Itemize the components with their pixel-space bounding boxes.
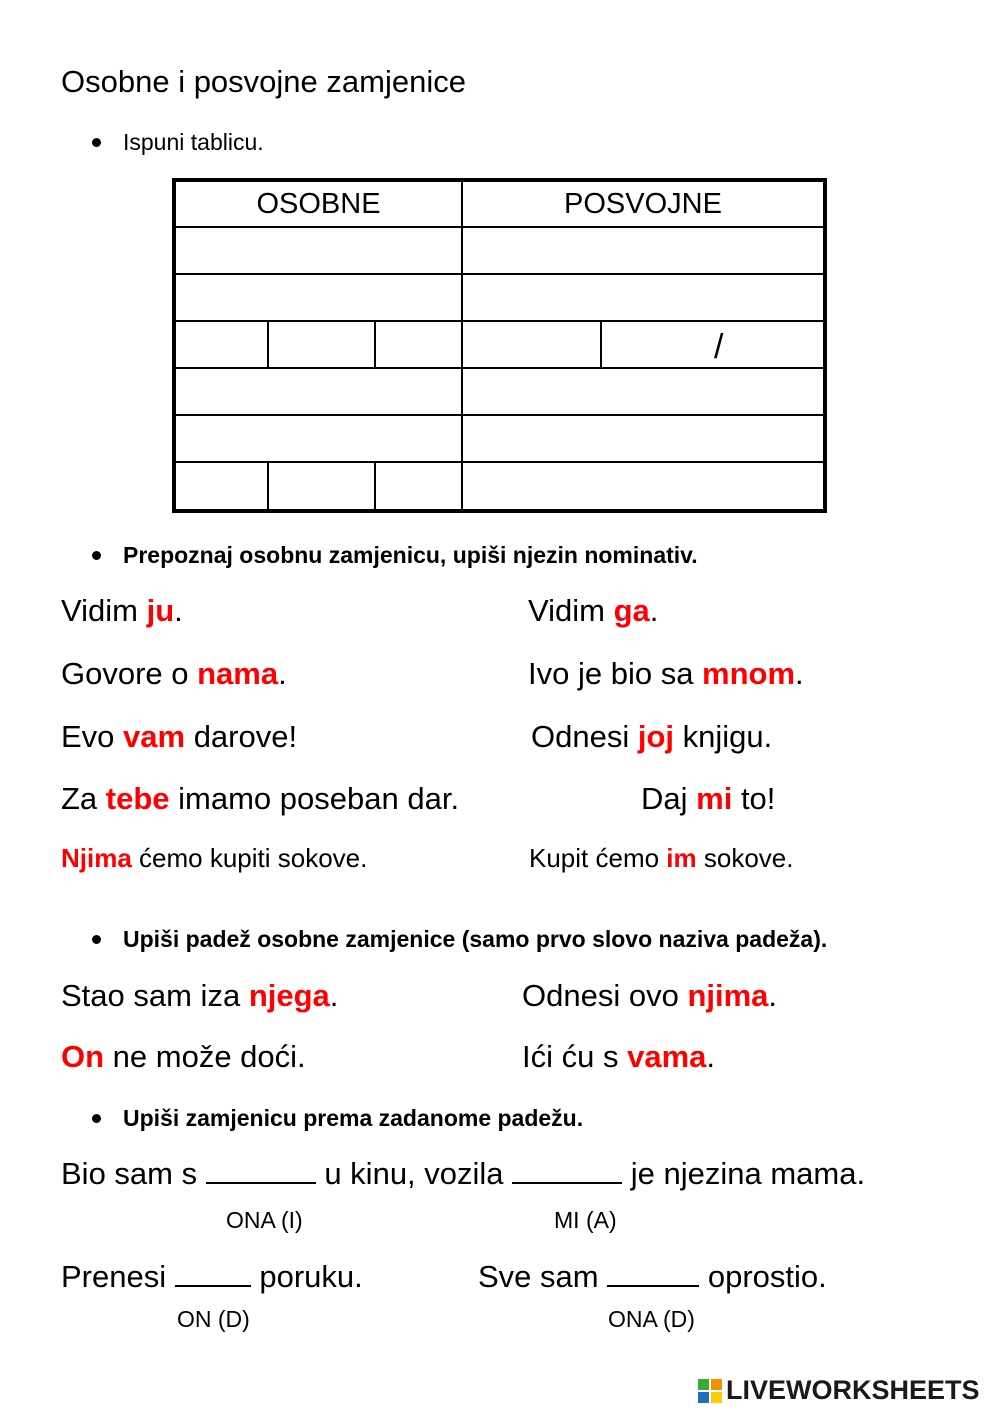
liveworksheets-logo	[698, 1375, 980, 1406]
highlighted-pronoun: im	[666, 843, 697, 873]
table-cell[interactable]	[374, 461, 463, 511]
table-cell[interactable]	[174, 414, 463, 463]
table-cell[interactable]	[600, 320, 825, 369]
answer-input[interactable]	[376, 322, 461, 367]
highlighted-pronoun: On	[61, 1039, 105, 1074]
sentence: Za tebe imamo poseban dar.	[61, 781, 460, 816]
highlighted-pronoun: mnom	[702, 656, 796, 691]
table-header-posvojne: POSVOJNE	[461, 180, 825, 228]
sentence: Govore o nama.	[61, 656, 287, 691]
fill-blank[interactable]	[607, 1261, 699, 1287]
page-title: Osobne i posvojne zamjenice	[61, 64, 466, 99]
task4-instruction	[92, 1105, 583, 1132]
highlighted-pronoun: vam	[123, 719, 186, 754]
highlighted-pronoun: tebe	[105, 781, 170, 816]
table-cell[interactable]	[461, 320, 602, 369]
answer-input[interactable]	[463, 416, 823, 461]
table-cell[interactable]	[461, 461, 825, 511]
answer-input[interactable]	[269, 322, 374, 367]
answer-input[interactable]	[463, 369, 823, 414]
answer-input[interactable]	[176, 275, 461, 320]
sentence: Odnesi ovo njima.	[522, 978, 778, 1013]
highlighted-pronoun: vama	[627, 1039, 707, 1074]
table-cell[interactable]	[461, 226, 825, 275]
case-hint: ON (D)	[177, 1306, 250, 1332]
sentence: Vidim ga.	[528, 593, 659, 628]
sentence: On ne može doći.	[61, 1039, 306, 1074]
task2-instruction	[92, 542, 698, 569]
task2-instruction-text: Prepoznaj osobnu zamjenicu, upiši njezin nominativ.	[123, 542, 698, 568]
answer-input[interactable]	[376, 463, 461, 509]
sentence: Ići ću s vama.	[522, 1039, 716, 1074]
table-cell[interactable]	[374, 320, 463, 369]
task3-instruction	[92, 926, 827, 953]
answer-input[interactable]	[602, 322, 823, 367]
highlighted-pronoun: ju	[146, 593, 175, 628]
answer-input[interactable]	[463, 322, 600, 367]
table-cell[interactable]	[174, 461, 269, 511]
task1-instruction	[92, 129, 264, 156]
case-hint: ONA (D)	[608, 1306, 695, 1332]
highlighted-pronoun: mi	[696, 781, 733, 816]
highlighted-pronoun: njima	[687, 978, 769, 1013]
table-cell[interactable]	[461, 273, 825, 322]
answer-input[interactable]	[176, 369, 461, 414]
case-hint: MI (A)	[554, 1207, 617, 1233]
sentence: Stao sam iza njega.	[61, 978, 339, 1013]
table-cell[interactable]	[267, 320, 376, 369]
table-cell[interactable]	[174, 226, 463, 275]
highlighted-pronoun: joj	[637, 719, 675, 754]
answer-input[interactable]	[463, 275, 823, 320]
highlighted-pronoun: ga	[613, 593, 650, 628]
answer-input[interactable]	[176, 322, 267, 367]
sentence: Odnesi joj knjigu.	[531, 719, 773, 754]
fill-blank[interactable]	[512, 1158, 622, 1184]
logo-text: LIVEWORKSHEETS	[726, 1375, 980, 1405]
bullet-icon	[92, 935, 101, 944]
answer-input[interactable]	[176, 228, 461, 273]
table-cell[interactable]	[461, 414, 825, 463]
answer-input[interactable]	[463, 228, 823, 273]
table-header-osobne: OSOBNE	[174, 180, 463, 228]
table-cell[interactable]	[174, 320, 269, 369]
fill-sentence: Bio sam s u kinu, vozila je njezina mama.	[61, 1156, 866, 1191]
bullet-icon	[92, 1114, 101, 1123]
task4-instruction-text: Upiši zamjenicu prema zadanome padežu.	[123, 1105, 584, 1131]
highlighted-pronoun: Njima	[61, 843, 132, 873]
table-cell[interactable]	[267, 461, 376, 511]
bullet-icon	[92, 138, 101, 147]
table-cell[interactable]	[174, 273, 463, 322]
logo-icon	[698, 1379, 722, 1403]
sentence: Njima ćemo kupiti sokove.	[61, 843, 368, 873]
task1-instruction-text: Ispuni tablicu.	[123, 129, 264, 155]
fill-sentence: Prenesi poruku.	[61, 1259, 363, 1294]
pronoun-table	[172, 178, 827, 513]
sentence: Kupit ćemo im sokove.	[529, 843, 794, 873]
answer-input[interactable]	[176, 416, 461, 461]
fill-sentence: Sve sam oprostio.	[478, 1259, 827, 1294]
sentence: Evo vam darove!	[61, 719, 298, 754]
answer-input[interactable]	[463, 463, 823, 509]
table-slash: /	[714, 328, 724, 366]
task3-instruction-text: Upiši padež osobne zamjenice (samo prvo slovo naziva padeža).	[123, 926, 828, 952]
fill-blank[interactable]	[206, 1158, 316, 1184]
highlighted-pronoun: nama	[197, 656, 279, 691]
answer-input[interactable]	[176, 463, 267, 509]
case-hint: ONA (I)	[226, 1207, 303, 1233]
bullet-icon	[92, 551, 101, 560]
table-cell[interactable]	[174, 367, 463, 416]
table-cell[interactable]	[461, 367, 825, 416]
highlighted-pronoun: njega	[248, 978, 330, 1013]
sentence: Daj mi to!	[641, 781, 776, 816]
sentence: Ivo je bio sa mnom.	[528, 656, 804, 691]
sentence: Vidim ju.	[61, 593, 183, 628]
fill-blank[interactable]	[175, 1261, 251, 1287]
answer-input[interactable]	[269, 463, 374, 509]
